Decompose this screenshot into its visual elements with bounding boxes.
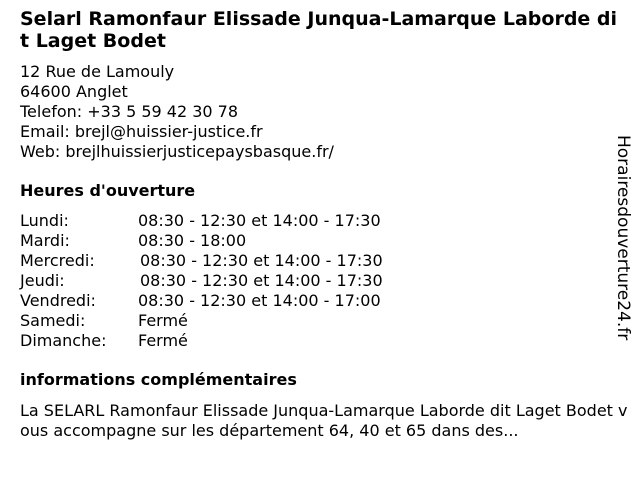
time-value: 08:30 - 12:30 et 14:00 - 17:30 bbox=[138, 211, 381, 230]
time-value: 08:30 - 12:30 et 14:00 - 17:00 bbox=[138, 291, 381, 310]
time-value: Fermé bbox=[138, 331, 188, 350]
time-value: 08:30 - 12:30 et 14:00 - 17:30 bbox=[140, 271, 383, 290]
opening-hours-heading: Heures d'ouverture bbox=[20, 181, 196, 200]
day-label: Mardi: bbox=[20, 231, 70, 250]
website-link[interactable]: Web: brejlhuissierjusticepaysbasque.fr/ bbox=[20, 142, 334, 161]
day-label: Samedi: bbox=[20, 311, 86, 330]
additional-info-text: La SELARL Ramonfaur Elissade Junqua-Lamarque Laborde dit Laget Bodet vous accompagne sur les département 64, 40 et 65 dans des... bbox=[20, 401, 628, 440]
day-label: Jeudi: bbox=[20, 271, 65, 290]
day-label: Mercredi: bbox=[20, 251, 95, 270]
hours-row-sunday bbox=[20, 331, 618, 351]
day-label: Vendredi: bbox=[20, 291, 96, 310]
time-value: Fermé bbox=[138, 311, 188, 330]
hours-row-monday bbox=[20, 211, 618, 231]
opening-hours-table bbox=[20, 211, 618, 351]
street-address: 12 Rue de Lamouly bbox=[20, 62, 175, 81]
hours-row-tuesday bbox=[20, 231, 618, 251]
hours-row-friday bbox=[20, 291, 618, 311]
site-watermark: Horairesdouverture24.fr bbox=[613, 135, 633, 341]
city-postcode: 64600 Anglet bbox=[20, 82, 128, 101]
email-address[interactable]: Email: brejl@huissier-justice.fr bbox=[20, 122, 263, 141]
hours-row-thursday bbox=[20, 271, 618, 291]
additional-info-heading: informations complémentaires bbox=[20, 370, 297, 389]
time-value: 08:30 - 18:00 bbox=[138, 231, 247, 250]
day-label: Dimanche: bbox=[20, 331, 107, 350]
contact-block bbox=[20, 62, 618, 162]
time-value: 08:30 - 12:30 et 14:00 - 17:30 bbox=[140, 251, 383, 270]
hours-row-wednesday bbox=[20, 251, 618, 271]
business-name: Selarl Ramonfaur Elissade Junqua-Lamarque Laborde dit Laget Bodet bbox=[20, 8, 618, 52]
phone-number[interactable]: Telefon: +33 5 59 42 30 78 bbox=[20, 102, 239, 121]
hours-row-saturday bbox=[20, 311, 618, 331]
day-label: Lundi: bbox=[20, 211, 69, 230]
